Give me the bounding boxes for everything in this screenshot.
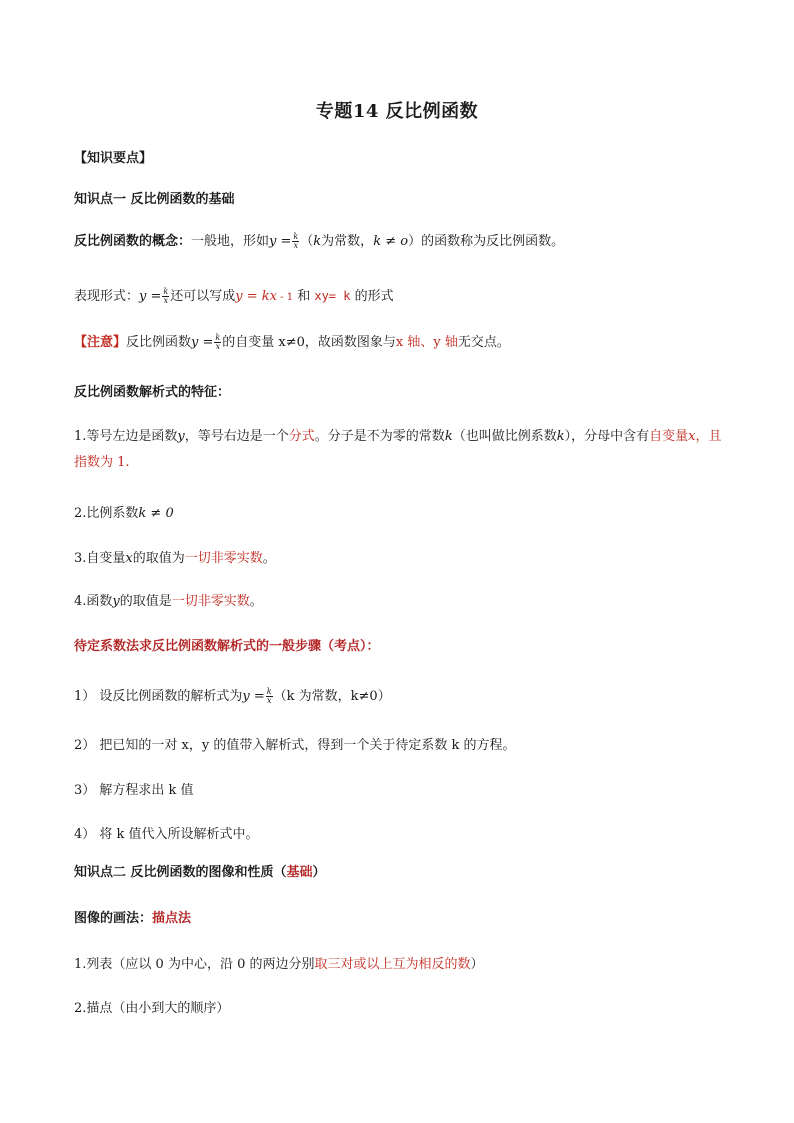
drawing-item-1 [74, 956, 734, 974]
feature-1-part-e: ），分母中含有 [564, 429, 650, 444]
feature-1-x: x [688, 429, 696, 444]
drawing-1-highlight: 取三对或以上互为相反的数 [314, 957, 471, 972]
step-1-y-eq: y = [242, 689, 265, 704]
step-3: 3） 解方程求出 k 值 [74, 783, 194, 798]
drawing-item-2: 2.描点（由小到大的顺序） [74, 1001, 230, 1016]
form-and: 和 [293, 289, 315, 304]
kp2-heading-close: ） [312, 865, 326, 880]
feature-1-k-2: k [556, 429, 565, 444]
feature-4-highlight: 一切非零实数 [171, 594, 250, 609]
note-axes: x 轴、y 轴 [395, 335, 458, 350]
concept-post: ）的函数称为反比例函数。 [408, 234, 565, 249]
form-frac-den: x [163, 296, 169, 305]
form-fraction [162, 288, 169, 305]
feature-item-2 [74, 505, 734, 523]
concept-mid: 为常数， [321, 234, 374, 249]
note-line [74, 334, 734, 352]
note-pre: 反比例函数 [126, 335, 192, 350]
step-1 [74, 688, 734, 706]
feature-1-variable: 自变量 [649, 429, 689, 444]
feature-1-y: y [177, 429, 185, 444]
form-y-eq: y = [139, 289, 162, 304]
feature-3-part-b: 的取值为 [132, 551, 185, 566]
drawing-1-part-c: ） [470, 957, 484, 972]
feature-1-part-d: （也叫做比例系数 [452, 429, 557, 444]
feature-4-y: y [112, 594, 120, 609]
feature-3-part-d: 。 [262, 551, 276, 566]
form-frac-num: k [163, 287, 169, 296]
feature-1-part-b: ，等号右边是一个 [184, 429, 289, 444]
concept-pre: 一般地，形如 [191, 234, 270, 249]
features-heading: 反比例函数解析式的特征： [74, 385, 231, 400]
concept-label: 反比例函数的概念： [74, 234, 192, 249]
feature-4-part-b: 的取值是 [119, 594, 172, 609]
form-label: 表现形式： [74, 289, 140, 304]
note-post: 无交点。 [457, 335, 510, 350]
note-fraction [214, 334, 221, 351]
feature-item-3 [74, 550, 734, 568]
concept-line [74, 233, 734, 251]
drawing-method-line [74, 910, 734, 928]
section-header: 【知识要点】 [74, 151, 153, 166]
feature-1-fraction-word: 分式 [288, 429, 315, 444]
note-frac-den: x [215, 342, 221, 351]
concept-k-neq: k ≠ o [373, 234, 409, 249]
concept-paren: （ [300, 234, 314, 249]
note-y-eq: y = [191, 335, 214, 350]
step-1-frac-den: x [266, 696, 272, 705]
feature-item-1 [74, 424, 734, 476]
drawing-1-part-a: 1.列表（应以 0 为中心，沿 0 的两边分别 [74, 957, 315, 972]
feature-item-4 [74, 593, 734, 611]
form-alt-1: y = kx [235, 289, 277, 304]
feature-3-part-a: 3.自变量 [74, 551, 126, 566]
concept-fraction [292, 233, 299, 250]
feature-3-x: x [125, 551, 133, 566]
concept-y-eq: y = [269, 234, 292, 249]
knowledge-point-1-heading: 知识点一 反比例函数的基础 [74, 192, 235, 207]
concept-k: k [313, 234, 322, 249]
feature-1-k: k [444, 429, 453, 444]
feature-1-part-a: 1.等号左边是函数 [74, 429, 178, 444]
feature-4-part-d: 。 [249, 594, 263, 609]
form-mid: 还可以写成 [170, 289, 236, 304]
step-1-fraction [266, 688, 273, 705]
form-line [74, 287, 734, 307]
concept-frac-den: x [293, 241, 299, 250]
form-post: 的形式 [350, 289, 394, 304]
feature-2-k-neq: k ≠ 0 [138, 506, 174, 521]
form-alt-1-exp: - 1 [276, 292, 294, 303]
kp2-heading-text: 知识点二 反比例函数的图像和性质（ [74, 865, 287, 880]
feature-4-part-a: 4.函数 [74, 594, 113, 609]
concept-frac-num: k [293, 232, 299, 241]
feature-1-part-f: ，且指数为 1. [74, 429, 722, 470]
note-mid: 的自变量 x≠0，故函数图象与 [222, 335, 396, 350]
step-1-frac-num: k [266, 687, 272, 696]
drawing-label: 图像的画法： [74, 911, 153, 926]
feature-1-part-c: 。分子是不为零的常数 [314, 429, 445, 444]
step-4: 4） 将 k 值代入所设解析式中。 [74, 827, 259, 842]
form-alt-2: xy= k [314, 289, 351, 303]
kp2-heading-basic: 基础 [286, 865, 313, 880]
note-label: 【注意】 [74, 335, 127, 350]
knowledge-point-2-heading [74, 864, 734, 882]
feature-3-highlight: 一切非零实数 [184, 551, 263, 566]
page-title: 专题14 反比例函数 [315, 101, 479, 122]
step-2: 2） 把已知的一对 x，y 的值带入解析式，得到一个关于待定系数 k 的方程。 [74, 738, 516, 753]
steps-heading: 待定系数法求反比例函数解析式的一般步骤（考点）： [74, 639, 380, 654]
step-1-condition: （k 为常数，k≠0） [273, 689, 391, 704]
step-1-text: 1） 设反比例函数的解析式为 [74, 689, 243, 704]
note-frac-num: k [215, 333, 221, 342]
drawing-method: 描点法 [152, 911, 192, 926]
feature-2-part-a: 2.比例系数 [74, 506, 139, 521]
